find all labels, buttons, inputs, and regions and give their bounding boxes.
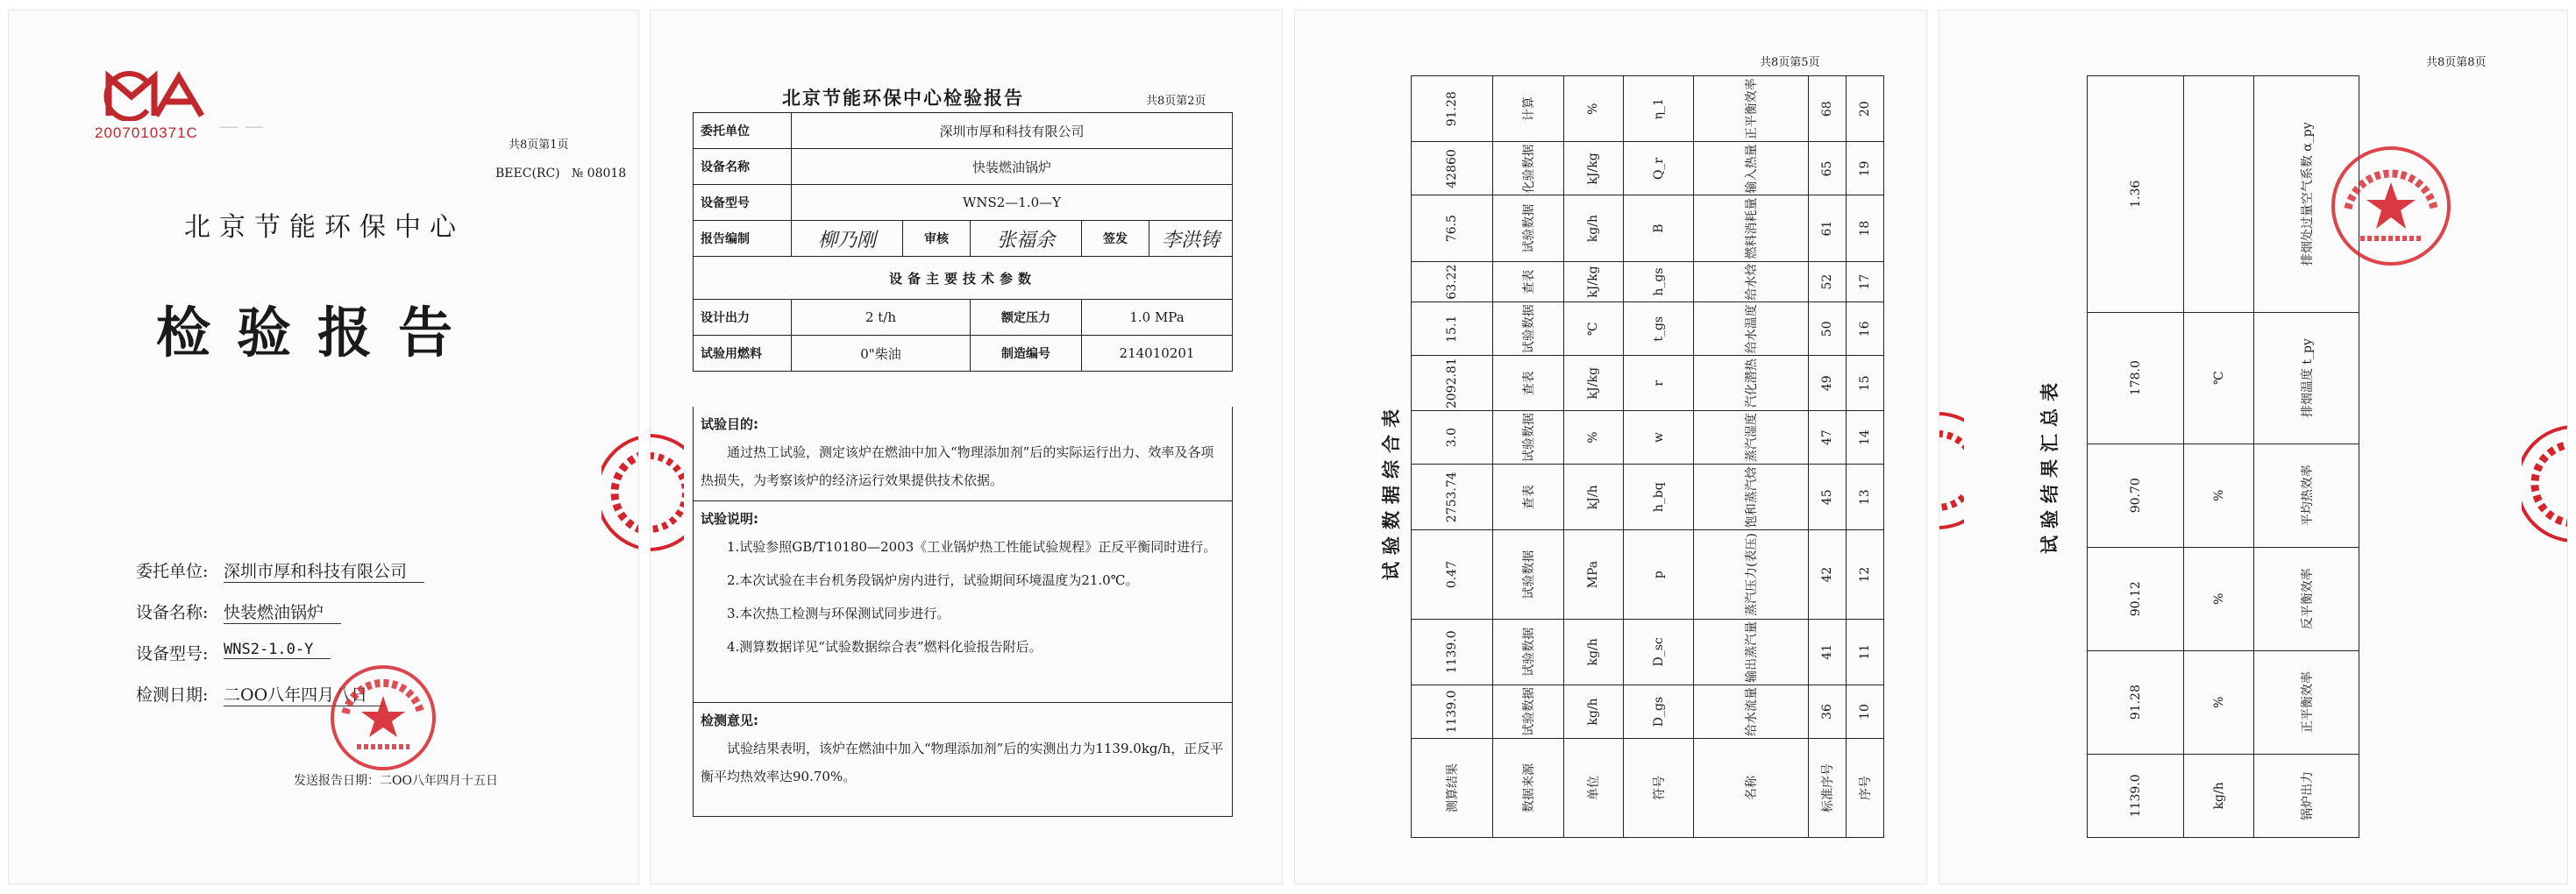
table-cell: 50 bbox=[1808, 302, 1846, 356]
seam-stamp-icon bbox=[1939, 409, 1964, 532]
table-cell: kJ/kg bbox=[1563, 142, 1623, 195]
table-title: 试验结果汇总表 bbox=[2039, 376, 2060, 554]
page-number: 共8页第8页 bbox=[2426, 56, 2487, 69]
client-label: 委托单位 bbox=[694, 113, 792, 149]
column-header: 序号 bbox=[1846, 739, 1883, 838]
client-label: 委托单位: bbox=[136, 562, 209, 581]
seam-stamp-icon bbox=[601, 431, 638, 554]
purpose-text: 通过热工试验，测定该炉在燃油中加入“物理添加剂”后的实际运行出力、效率及各项热损失，为考察该炉的经济运行效果提供技术依据。 bbox=[701, 444, 1214, 488]
table-cell: 正平衡效率 bbox=[2254, 650, 2359, 754]
purpose-title: 试验目的: bbox=[701, 416, 758, 432]
table-cell: Q_r bbox=[1623, 142, 1694, 195]
opinion-text: 试验结果表明，该炉在燃油中加入“物理添加剂”后的实测出力为1139.0kg/h，正反平衡平均热效率达90.70%。 bbox=[701, 741, 1224, 784]
table-cell: 计算 bbox=[1493, 76, 1564, 142]
table-cell: 3.0 bbox=[1412, 411, 1493, 465]
table-cell: 1139.0 bbox=[1412, 619, 1493, 685]
review-signature: 张福余 bbox=[971, 221, 1082, 257]
table-cell: 47 bbox=[1808, 411, 1846, 465]
test-date-row bbox=[136, 682, 368, 706]
table-cell: 12 bbox=[1846, 530, 1883, 619]
table-cell: 16 bbox=[1846, 302, 1883, 356]
table-cell: MPa bbox=[1563, 530, 1623, 619]
table-cell: 饱和蒸汽焓 bbox=[1694, 465, 1808, 530]
cma-logo-icon bbox=[102, 70, 209, 121]
table-cell: kJ/kg bbox=[1563, 261, 1623, 302]
table-cell: D_sc bbox=[1623, 619, 1694, 685]
table-cell: 11 bbox=[1846, 619, 1883, 685]
table-cell: 0.47 bbox=[1412, 530, 1493, 619]
page-number: 共8页第5页 bbox=[1760, 56, 1820, 69]
table-cell: 反平衡效率 bbox=[2254, 547, 2359, 650]
report-number-value: № 08018 bbox=[571, 167, 627, 181]
issue-label: 签发 bbox=[1082, 221, 1149, 257]
bleed-through-mark: — — bbox=[219, 116, 264, 138]
table-cell: % bbox=[2184, 443, 2254, 547]
table-cell: 给水温度 bbox=[1694, 302, 1808, 356]
table-cell: t_gs bbox=[1623, 302, 1694, 356]
table-cell: 汽化潜热 bbox=[1694, 356, 1808, 411]
table-cell bbox=[2184, 76, 2254, 313]
report-summary-page bbox=[651, 11, 1282, 883]
result-table bbox=[2087, 75, 2359, 838]
table-cell: 试验数据 bbox=[1493, 302, 1564, 356]
table-cell: 1139.0 bbox=[1412, 685, 1493, 739]
compile-signature: 柳乃刚 bbox=[792, 221, 903, 257]
table-cell: 90.70 bbox=[2088, 443, 2184, 547]
table-cell: 正平衡效率 bbox=[1694, 76, 1808, 142]
page-number: 共8页第2页 bbox=[1146, 95, 1206, 108]
table-cell: η_1 bbox=[1623, 76, 1694, 142]
table-cell: 42 bbox=[1808, 530, 1846, 619]
data-summary-page bbox=[1295, 11, 1926, 883]
table-cell: 输出蒸汽量 bbox=[1694, 619, 1808, 685]
table-cell: h_bq bbox=[1623, 465, 1694, 530]
result-summary-page bbox=[1939, 11, 2567, 883]
table-cell: 49 bbox=[1808, 356, 1846, 411]
table-cell: 68 bbox=[1808, 76, 1846, 142]
table-cell: 76.5 bbox=[1412, 195, 1493, 261]
org-name: 北京节能环保中心 bbox=[184, 212, 465, 243]
table-cell: w bbox=[1623, 411, 1694, 465]
device-model-row bbox=[136, 641, 314, 664]
seam-stamp-icon bbox=[651, 431, 684, 554]
design-output-value: 2 t/h bbox=[792, 300, 971, 336]
opinion-section bbox=[693, 703, 1233, 817]
client-value: 深圳市厚和科技有限公司 bbox=[792, 113, 1233, 149]
purpose-section bbox=[693, 407, 1233, 501]
table-cell: kJ/kg bbox=[1563, 356, 1623, 411]
table-cell: kg/h bbox=[1563, 195, 1623, 261]
field-row bbox=[1623, 76, 1694, 838]
table-cell: 化验数据 bbox=[1493, 142, 1564, 195]
table-cell: 查表 bbox=[1493, 261, 1564, 302]
table-cell: 试验数据 bbox=[1493, 619, 1564, 685]
table-cell: % bbox=[1563, 411, 1623, 465]
note-2: 2.本次试验在丰台机务段锅炉房内进行，试验期间环境温度为21.0℃。 bbox=[727, 572, 1139, 588]
review-label: 审核 bbox=[903, 221, 971, 257]
column-header: 标准序号 bbox=[1808, 739, 1846, 838]
field-row bbox=[1493, 76, 1564, 838]
table-cell: 2092.81 bbox=[1412, 356, 1493, 411]
table-cell: 蒸汽湿度 bbox=[1694, 411, 1808, 465]
table-cell: 63.22 bbox=[1412, 261, 1493, 302]
device-model-value: WNS2-1.0-Y bbox=[224, 641, 331, 659]
table-cell: 91.28 bbox=[2088, 650, 2184, 754]
report-header: 北京节能环保中心检验报告 bbox=[782, 88, 1024, 109]
table-cell: 输入热量 bbox=[1694, 142, 1808, 195]
column-header: 单位 bbox=[1563, 739, 1623, 838]
table-cell: r bbox=[1623, 356, 1694, 411]
unit-row bbox=[2184, 76, 2254, 838]
report-info-table bbox=[693, 112, 1233, 372]
note-1: 1.试验参照GB/T10180—2003《工业锅炉热工性能试验规程》正反平衡同时进行。 bbox=[727, 539, 1217, 555]
table-cell: kg/h bbox=[2184, 754, 2254, 837]
table-cell: 2753.74 bbox=[1412, 465, 1493, 530]
table-cell: 排烟处过量空气系数 α_py bbox=[2254, 76, 2359, 313]
table-cell: 1.36 bbox=[2088, 76, 2184, 313]
rated-pressure-label: 额定压力 bbox=[971, 300, 1082, 336]
table-cell: 91.28 bbox=[1412, 76, 1493, 142]
table-cell: h_gs bbox=[1623, 261, 1694, 302]
table-cell: % bbox=[2184, 650, 2254, 754]
table-cell: 15.1 bbox=[1412, 302, 1493, 356]
device-name-label: 设备名称 bbox=[694, 149, 792, 185]
table-cell: 18 bbox=[1846, 195, 1883, 261]
device-model-label: 设备型号 bbox=[694, 185, 792, 221]
device-name-value: 快装燃油锅炉 bbox=[792, 149, 1233, 185]
params-title: 设备主要技术参数 bbox=[694, 257, 1233, 300]
note-3: 3.本次热工检测与环保测试同步进行。 bbox=[727, 606, 950, 621]
send-date: 发送报告日期：二OO八年四月十五日 bbox=[294, 774, 498, 788]
value-row bbox=[2088, 76, 2184, 838]
column-header: 数据来源 bbox=[1493, 739, 1564, 838]
table-cell: 燃料消耗量 bbox=[1694, 195, 1808, 261]
table-cell: 1139.0 bbox=[2088, 754, 2184, 837]
table-cell: 42860 bbox=[1412, 142, 1493, 195]
column-header: 名称 bbox=[1694, 739, 1808, 838]
compile-label: 报告编制 bbox=[694, 221, 792, 257]
table-cell: ℃ bbox=[2184, 312, 2254, 443]
table-cell: 平均热效率 bbox=[2254, 443, 2359, 547]
table-cell: % bbox=[1563, 76, 1623, 142]
device-model-label: 设备型号: bbox=[136, 644, 209, 663]
column-header: 测算结果 bbox=[1412, 739, 1493, 838]
table-cell: 蒸汽压力(表压) bbox=[1694, 530, 1808, 619]
device-name-row bbox=[136, 600, 324, 623]
test-date-value: 二OO八年四月八日 bbox=[224, 682, 385, 706]
table-cell: B bbox=[1623, 195, 1694, 261]
table-cell: ℃ bbox=[1563, 302, 1623, 356]
client-value: 深圳市厚和科技有限公司 bbox=[224, 558, 424, 583]
table-cell: 36 bbox=[1808, 685, 1846, 739]
notes-title: 试验说明: bbox=[701, 511, 758, 527]
notes-section bbox=[693, 501, 1233, 703]
table-cell: 41 bbox=[1808, 619, 1846, 685]
table-cell: kg/h bbox=[1563, 619, 1623, 685]
table-cell: 178.0 bbox=[2088, 312, 2184, 443]
table-cell: 试验数据 bbox=[1493, 685, 1564, 739]
field-row bbox=[1846, 76, 1883, 838]
report-number-prefix: BEEC(RC) bbox=[495, 167, 560, 181]
table-cell: 试验数据 bbox=[1493, 530, 1564, 619]
table-cell: 65 bbox=[1808, 142, 1846, 195]
table-cell: 61 bbox=[1808, 195, 1846, 261]
table-cell: 查表 bbox=[1493, 356, 1564, 411]
serial-label: 制造编号 bbox=[971, 336, 1082, 372]
table-cell: 给水流量 bbox=[1694, 685, 1808, 739]
field-row bbox=[1808, 76, 1846, 838]
table-cell: 10 bbox=[1846, 685, 1883, 739]
table-cell: 52 bbox=[1808, 261, 1846, 302]
table-cell: 45 bbox=[1808, 465, 1846, 530]
column-header: 符号 bbox=[1623, 739, 1694, 838]
report-cover-page bbox=[9, 11, 638, 883]
design-output-label: 设计出力 bbox=[694, 300, 792, 336]
field-row bbox=[1694, 76, 1808, 838]
table-cell: 19 bbox=[1846, 142, 1883, 195]
table-cell: 13 bbox=[1846, 465, 1883, 530]
client-row bbox=[136, 558, 408, 582]
table-cell: 试验数据 bbox=[1493, 411, 1564, 465]
table-cell: p bbox=[1623, 530, 1694, 619]
data-table-wrapper bbox=[1411, 75, 1884, 838]
device-name-value: 快装燃油锅炉 bbox=[224, 600, 341, 624]
page-number: 共8页第1页 bbox=[509, 138, 569, 152]
seam-stamp-icon bbox=[2522, 422, 2567, 545]
table-cell: 锅炉出力 bbox=[2254, 754, 2359, 837]
table-cell: 查表 bbox=[1493, 465, 1564, 530]
table-cell: 17 bbox=[1846, 261, 1883, 302]
table-title-wrapper bbox=[2036, 376, 2062, 554]
table-cell: 20 bbox=[1846, 76, 1883, 142]
cma-code: 2007010371C bbox=[95, 124, 198, 141]
fuel-value: 0"柴油 bbox=[792, 336, 971, 372]
table-cell: 14 bbox=[1846, 411, 1883, 465]
rated-pressure-value: 1.0 MPa bbox=[1082, 300, 1233, 336]
opinion-title: 检测意见: bbox=[701, 713, 758, 728]
result-table-wrapper bbox=[2087, 75, 2359, 838]
device-name-label: 设备名称: bbox=[136, 603, 209, 622]
official-stamp-icon bbox=[326, 661, 440, 775]
serial-value: 214010201 bbox=[1082, 336, 1233, 372]
table-cell: 排烟温度 t_py bbox=[2254, 312, 2359, 443]
report-number bbox=[495, 167, 626, 181]
page-title: 检验报告 bbox=[156, 301, 480, 365]
data-table bbox=[1411, 75, 1884, 838]
test-date-label: 检测日期: bbox=[136, 685, 209, 705]
issue-signature: 李洪铸 bbox=[1149, 221, 1233, 257]
note-4: 4.测算数据详见“试验数据综合表”燃料化验报告附后。 bbox=[727, 639, 1042, 655]
table-cell: D_gs bbox=[1623, 685, 1694, 739]
table-cell: 15 bbox=[1846, 356, 1883, 411]
table-cell: 90.12 bbox=[2088, 547, 2184, 650]
table-title-wrapper bbox=[1377, 402, 1404, 580]
table-title: 试验数据综合表 bbox=[1381, 402, 1402, 580]
device-model-value: WNS2—1.0—Y bbox=[792, 185, 1233, 221]
table-cell: kg/h bbox=[1563, 685, 1623, 739]
table-cell: 给水焓 bbox=[1694, 261, 1808, 302]
table-cell: kJ/h bbox=[1563, 465, 1623, 530]
table-cell: 试验数据 bbox=[1493, 195, 1564, 261]
table-cell: % bbox=[2184, 547, 2254, 650]
official-stamp-icon bbox=[2325, 140, 2457, 272]
field-row bbox=[1563, 76, 1623, 838]
field-row bbox=[1412, 76, 1493, 838]
fuel-label: 试验用燃料 bbox=[694, 336, 792, 372]
